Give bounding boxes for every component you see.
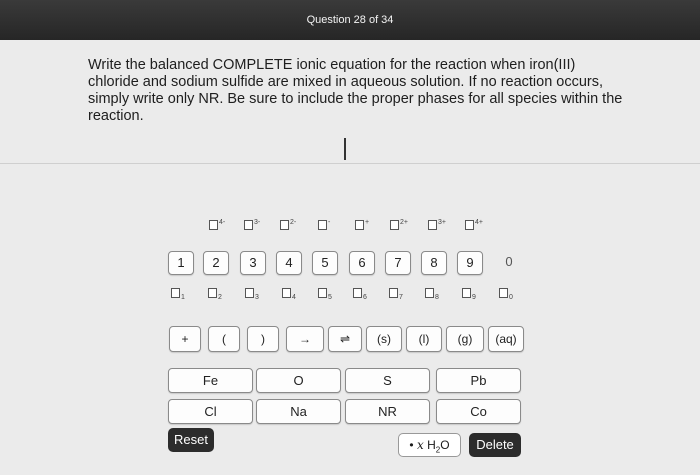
subscript-0-button[interactable]: 0	[499, 288, 513, 306]
charge-plus-button[interactable]: +	[355, 219, 369, 237]
subscript-3-button[interactable]: 3	[245, 288, 259, 306]
element-pb-button[interactable]: Pb	[436, 368, 521, 393]
coefficient-5-button[interactable]: 5	[312, 251, 338, 275]
element-o-button[interactable]: O	[256, 368, 341, 393]
charge-3minus-button[interactable]: 3-	[244, 219, 260, 237]
answer-input-cursor[interactable]	[344, 138, 346, 160]
question-prompt: Write the balanced COMPLETE ionic equation for the reaction when iron(III) chloride and sodium sulfide are mixed in aqueous solution. If no reaction occurs, simply write only NR. Be sure to include the proper phases for all species within the reaction.	[88, 57, 623, 124]
phase-liquid-button[interactable]: (l)	[406, 326, 442, 352]
coefficient-8-button[interactable]: 8	[421, 251, 447, 275]
subscript-6-button[interactable]: 6	[353, 288, 367, 306]
coefficient-1-button[interactable]: 1	[168, 251, 194, 275]
question-header	[0, 0, 700, 40]
delete-button[interactable]: Delete	[469, 433, 521, 457]
subscript-5-button[interactable]: 5	[318, 288, 332, 306]
charge-4minus-button[interactable]: 4-	[209, 219, 225, 237]
charge-2plus-button[interactable]: 2+	[390, 219, 408, 237]
equilibrium-arrow-button[interactable]: ⇌	[328, 326, 362, 352]
coefficient-4-button[interactable]: 4	[276, 251, 302, 275]
element-fe-button[interactable]: Fe	[168, 368, 253, 393]
plus-button[interactable]: +	[169, 326, 201, 352]
phase-solid-button[interactable]: (s)	[366, 326, 402, 352]
water-of-hydration-button[interactable]: • x $H_2O$	[398, 433, 461, 457]
element-co-button[interactable]: Co	[436, 399, 521, 424]
reaction-arrow-button[interactable]: →	[286, 326, 324, 352]
element-s-button[interactable]: S	[345, 368, 430, 393]
charge-minus-button[interactable]: -	[318, 219, 330, 237]
no-reaction-button[interactable]: NR	[345, 399, 430, 424]
charge-2minus-button[interactable]: 2-	[280, 219, 296, 237]
question-counter: Question 28 of 34	[306, 14, 394, 26]
subscript-8-button[interactable]: 8	[425, 288, 439, 306]
subscript-4-button[interactable]: 4	[282, 288, 296, 306]
close-paren-button[interactable]: )	[247, 326, 279, 352]
coefficient-7-button[interactable]: 7	[385, 251, 411, 275]
coefficient-0-button[interactable]: 0	[505, 254, 513, 269]
phase-aqueous-button[interactable]: (aq)	[488, 326, 524, 352]
reset-button[interactable]: Reset	[168, 428, 214, 452]
phase-gas-button[interactable]: (g)	[446, 326, 484, 352]
answer-divider	[0, 163, 700, 164]
element-cl-button[interactable]: Cl	[168, 399, 253, 424]
open-paren-button[interactable]: (	[208, 326, 240, 352]
coefficient-3-button[interactable]: 3	[240, 251, 266, 275]
coefficient-6-button[interactable]: 6	[349, 251, 375, 275]
subscript-2-button[interactable]: 2	[208, 288, 222, 306]
charge-3plus-button[interactable]: 3+	[428, 219, 446, 237]
charge-4plus-button[interactable]: 4+	[465, 219, 483, 237]
subscript-1-button[interactable]: 1	[171, 288, 185, 306]
element-na-button[interactable]: Na	[256, 399, 341, 424]
subscript-7-button[interactable]: 7	[389, 288, 403, 306]
coefficient-2-button[interactable]: 2	[203, 251, 229, 275]
subscript-9-button[interactable]: 9	[462, 288, 476, 306]
coefficient-9-button[interactable]: 9	[457, 251, 483, 275]
